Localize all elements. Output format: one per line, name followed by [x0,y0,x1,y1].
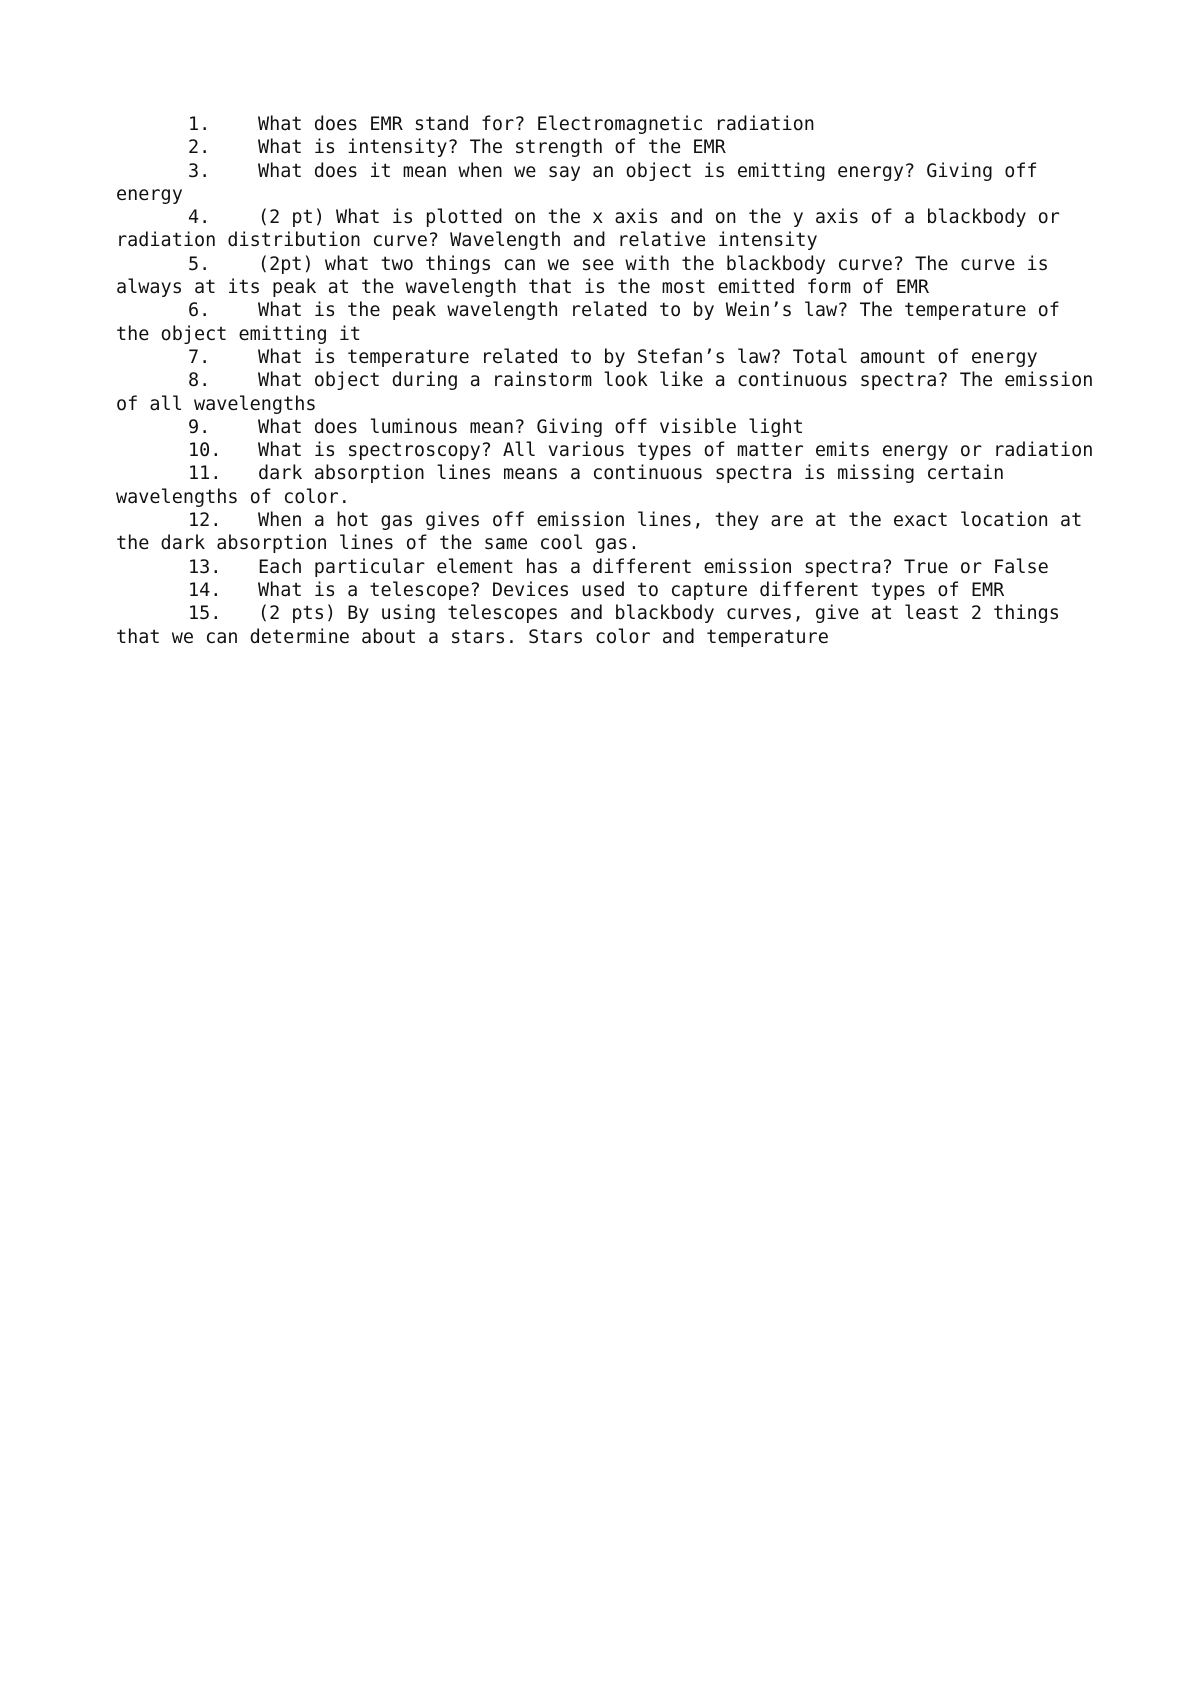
question-number: 1. [188,114,211,135]
question-text: What is the peak wavelength related to by Wein’s law? The temperature of the object emitting it [116,300,1060,345]
question-text: (2 pt) What is plotted on the x axis and on the y axis of a blackbody or radiation distribution curve? Wavelength and relative intensity [116,207,1060,252]
question-number: 10. [188,440,222,462]
question-number: 3. [188,160,211,182]
question-item [116,509,1096,556]
question-number: 8. [188,370,211,392]
question-item [116,579,1096,602]
question-item [116,113,1096,136]
question-text: What is temperature related to by Stefan’s law? Total amount of energy [258,346,1038,368]
question-item [116,160,1096,207]
question-item [116,439,1096,462]
question-text: (2 pts) By using telescopes and blackbody curves, give at least 2 things that we can determine about a stars. Stars color and temperature [116,603,1060,648]
question-list [116,113,1096,649]
question-text: (2pt) what two things can we see with the blackbody curve? The curve is always at its peak at the wavelength that is the most emitted form of EMR [116,253,1049,299]
question-item [116,346,1096,369]
question-text: What does luminous mean? Giving off visible light [258,416,804,438]
question-text: What does EMR stand for? Electromagnetic radiation [258,114,815,135]
question-item [116,369,1096,416]
question-text: What object during a rainstorm look like a continuous spectra? The emission of all wavelengths [116,370,1094,415]
question-text: What is intensity? The strength of the EMR [258,137,726,159]
question-number: 7. [188,346,211,368]
question-number: 9. [188,416,211,438]
question-item [116,416,1096,439]
question-number: 6. [188,300,211,322]
question-text: What is spectroscopy? All various types of matter emits energy or radiation [258,440,1094,462]
question-item [116,253,1096,300]
question-item [116,462,1096,509]
question-text: What does it mean when we say an object is emitting energy? Giving off energy [116,160,1038,205]
question-number: 11. [188,463,222,485]
question-text: dark absorption lines means a continuous spectra is missing certain wavelengths of color. [116,463,1005,508]
question-number: 14. [188,579,222,601]
question-item [116,206,1096,253]
question-item [116,299,1096,346]
question-number: 15. [188,603,222,625]
question-item [116,136,1096,159]
question-number: 4. [188,207,211,229]
question-text: Each particular element has a different emission spectra? True or False [258,556,1049,578]
question-item [116,556,1096,579]
question-number: 12. [188,510,222,532]
question-number: 13. [188,556,222,578]
question-number: 2. [188,137,211,159]
question-text: When a hot gas gives off emission lines, they are at the exact location at the dark absorption lines of the same cool gas. [116,510,1083,555]
question-item [116,602,1096,649]
question-number: 5. [188,253,211,275]
question-text: What is a telescope? Devices used to capture different types of EMR [258,579,1005,601]
